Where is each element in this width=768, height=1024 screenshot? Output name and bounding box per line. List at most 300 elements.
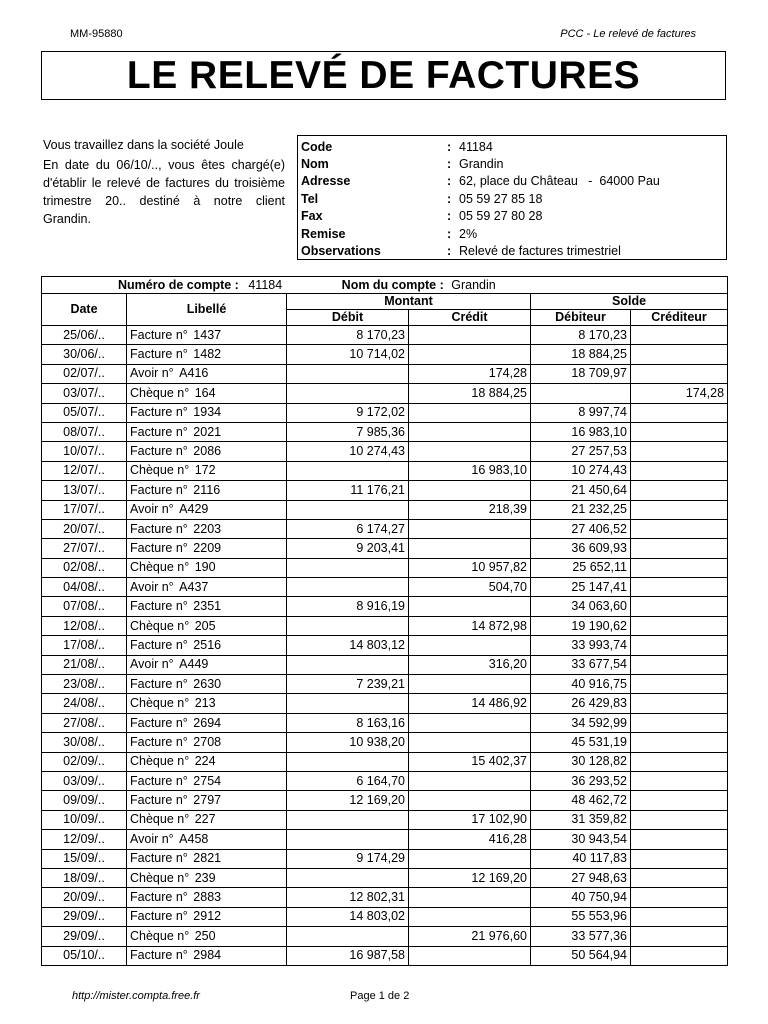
cell-libelle-number: 2021 <box>193 424 222 439</box>
cell-libelle <box>127 830 287 849</box>
ledger-body <box>42 326 728 966</box>
cell-debit: 10 938,20 <box>287 733 409 752</box>
cell-credit: 416,28 <box>409 830 531 849</box>
client-info-label: Adresse <box>301 174 351 189</box>
cell-crediteur <box>631 364 728 383</box>
footer-page-number: Page 1 de 2 <box>350 990 410 1002</box>
cell-crediteur <box>631 946 728 965</box>
client-info-colon: : <box>447 209 452 224</box>
cell-credit: 316,20 <box>409 655 531 674</box>
cell-libelle-number: 190 <box>194 560 216 575</box>
intro-paragraph-1: Vous travaillez dans la société Joule <box>43 138 244 152</box>
cell-debiteur: 30 943,54 <box>531 830 631 849</box>
cell-credit: 15 402,37 <box>409 752 531 771</box>
cell-debiteur: 16 983,10 <box>531 422 631 441</box>
cell-credit: 14 486,92 <box>409 694 531 713</box>
cell-libelle-type: Chèque n° <box>130 385 190 400</box>
column-header-credit: Crédit <box>409 310 531 326</box>
cell-libelle-type: Facture n° <box>130 637 188 652</box>
cell-debiteur: 31 359,82 <box>531 810 631 829</box>
cell-crediteur <box>631 733 728 752</box>
cell-date: 23/08/.. <box>42 675 127 694</box>
cell-credit <box>409 597 531 616</box>
table-row <box>42 907 728 926</box>
cell-libelle-type: Avoir n° <box>130 831 174 846</box>
client-info-label: Nom <box>301 157 329 172</box>
cell-libelle-type: Chèque n° <box>130 463 190 478</box>
cell-libelle-number: 224 <box>194 754 216 769</box>
cell-libelle-type: Facture n° <box>130 599 188 614</box>
cell-credit <box>409 422 531 441</box>
client-info-row <box>301 190 726 207</box>
cell-libelle <box>127 500 287 519</box>
cell-libelle <box>127 558 287 577</box>
cell-libelle-number: 2116 <box>193 482 221 497</box>
cell-libelle <box>127 539 287 558</box>
cell-libelle-number: 227 <box>194 812 216 827</box>
client-info-row <box>301 242 726 259</box>
cell-date: 21/08/.. <box>42 655 127 674</box>
cell-libelle <box>127 752 287 771</box>
cell-debit: 7 985,36 <box>287 422 409 441</box>
cell-date: 15/09/.. <box>42 849 127 868</box>
cell-libelle-type: Chèque n° <box>130 812 190 827</box>
cell-libelle-type: Avoir n° <box>130 366 174 381</box>
cell-libelle <box>127 791 287 810</box>
title-box <box>41 51 726 100</box>
cell-debiteur: 10 274,43 <box>531 461 631 480</box>
cell-debiteur: 25 652,11 <box>531 558 631 577</box>
client-info-label: Tel <box>301 191 319 206</box>
table-row <box>42 810 728 829</box>
client-info-colon: : <box>447 157 452 172</box>
footer-url[interactable]: http://mister.compta.free.fr <box>72 990 200 1002</box>
cell-credit <box>409 481 531 500</box>
cell-libelle <box>127 771 287 790</box>
cell-libelle <box>127 810 287 829</box>
account-number-value: 41184 <box>248 277 283 292</box>
cell-libelle-number: A437 <box>179 579 209 594</box>
cell-credit <box>409 713 531 732</box>
cell-libelle <box>127 481 287 500</box>
cell-libelle-number: A429 <box>179 502 209 517</box>
column-header-libelle: Libellé <box>127 294 287 326</box>
cell-debit: 8 163,16 <box>287 713 409 732</box>
cell-libelle-type: Chèque n° <box>130 696 190 711</box>
column-header-debiteur: Débiteur <box>531 310 631 326</box>
table-row <box>42 675 728 694</box>
table-row <box>42 519 728 538</box>
document-header-title: PCC - Le relevé de factures <box>560 28 696 40</box>
cell-credit <box>409 771 531 790</box>
cell-libelle-number: 1934 <box>193 405 222 420</box>
cell-crediteur <box>631 578 728 597</box>
cell-credit: 174,28 <box>409 364 531 383</box>
cell-libelle <box>127 927 287 946</box>
client-info-label: Fax <box>301 209 323 224</box>
cell-libelle-number: 213 <box>194 696 216 711</box>
cell-crediteur <box>631 558 728 577</box>
cell-libelle-type: Facture n° <box>130 734 188 749</box>
cell-debiteur: 8 997,74 <box>531 403 631 422</box>
cell-libelle-number: 239 <box>194 870 216 885</box>
cell-credit <box>409 519 531 538</box>
cell-crediteur <box>631 326 728 345</box>
cell-libelle <box>127 655 287 674</box>
cell-libelle <box>127 578 287 597</box>
client-info-colon: : <box>447 244 452 259</box>
cell-libelle-number: 2821 <box>193 851 222 866</box>
cell-libelle-type: Chèque n° <box>130 618 190 633</box>
column-header-debit: Débit <box>287 310 409 326</box>
cell-libelle-number: 250 <box>194 928 216 943</box>
client-info-value: Grandin <box>459 157 504 172</box>
cell-libelle <box>127 422 287 441</box>
table-row <box>42 616 728 635</box>
cell-debiteur: 27 406,52 <box>531 519 631 538</box>
cell-crediteur <box>631 927 728 946</box>
table-row <box>42 636 728 655</box>
cell-libelle <box>127 675 287 694</box>
cell-debiteur: 21 450,64 <box>531 481 631 500</box>
cell-credit: 504,70 <box>409 578 531 597</box>
cell-debit <box>287 810 409 829</box>
table-row <box>42 752 728 771</box>
cell-debiteur: 40 916,75 <box>531 675 631 694</box>
cell-debiteur: 40 750,94 <box>531 888 631 907</box>
client-info-label: Observations <box>301 244 381 259</box>
cell-debit <box>287 830 409 849</box>
cell-libelle <box>127 888 287 907</box>
cell-crediteur <box>631 539 728 558</box>
cell-libelle-type: Facture n° <box>130 948 188 963</box>
cell-credit: 14 872,98 <box>409 616 531 635</box>
cell-libelle <box>127 713 287 732</box>
cell-libelle-number: 2912 <box>193 909 222 924</box>
intro-text <box>43 136 285 230</box>
cell-libelle <box>127 733 287 752</box>
document-reference: MM-95880 <box>70 28 123 40</box>
table-row <box>42 597 728 616</box>
cell-libelle-type: Facture n° <box>130 347 188 362</box>
table-row <box>42 655 728 674</box>
cell-debiteur: 33 577,36 <box>531 927 631 946</box>
cell-debiteur <box>531 384 631 403</box>
client-info-row <box>301 225 726 242</box>
cell-crediteur <box>631 655 728 674</box>
cell-debit: 6 174,27 <box>287 519 409 538</box>
client-info-row <box>301 208 726 225</box>
cell-libelle-type: Facture n° <box>130 405 188 420</box>
cell-debiteur: 34 063,60 <box>531 597 631 616</box>
cell-debit: 16 987,58 <box>287 946 409 965</box>
table-row <box>42 713 728 732</box>
cell-credit <box>409 946 531 965</box>
ledger-table <box>41 276 728 966</box>
cell-debit <box>287 655 409 674</box>
cell-libelle-number: 1437 <box>193 327 222 342</box>
cell-credit <box>409 442 531 461</box>
cell-libelle-number: 164 <box>194 385 216 400</box>
cell-libelle-number: 1482 <box>193 347 222 362</box>
cell-libelle-number: 2203 <box>193 521 222 536</box>
cell-libelle-type: Facture n° <box>130 715 188 730</box>
cell-crediteur <box>631 461 728 480</box>
cell-crediteur <box>631 694 728 713</box>
cell-libelle-number: A458 <box>179 831 209 846</box>
client-info-label: Code <box>301 139 333 154</box>
cell-date: 12/09/.. <box>42 830 127 849</box>
column-header-montant: Montant <box>287 294 531 310</box>
cell-libelle <box>127 636 287 655</box>
cell-libelle-number: 2754 <box>193 773 222 788</box>
cell-crediteur <box>631 403 728 422</box>
table-row <box>42 422 728 441</box>
cell-credit <box>409 326 531 345</box>
cell-debit <box>287 927 409 946</box>
cell-debiteur: 36 609,93 <box>531 539 631 558</box>
account-name-label: Nom du compte : <box>341 277 444 292</box>
cell-debit <box>287 461 409 480</box>
cell-libelle-type: Facture n° <box>130 521 188 536</box>
cell-credit <box>409 849 531 868</box>
cell-debiteur: 33 993,74 <box>531 636 631 655</box>
cell-date: 04/08/.. <box>42 578 127 597</box>
cell-libelle-type: Avoir n° <box>130 579 174 594</box>
cell-libelle-number: A416 <box>179 366 209 381</box>
table-row <box>42 364 728 383</box>
cell-date: 02/09/.. <box>42 752 127 771</box>
client-info-row <box>301 138 726 155</box>
cell-date: 27/08/.. <box>42 713 127 732</box>
cell-debiteur: 55 553,96 <box>531 907 631 926</box>
cell-credit <box>409 403 531 422</box>
client-info-value: 05 59 27 85 18 <box>459 191 543 206</box>
cell-libelle-number: 2883 <box>193 890 222 905</box>
table-row <box>42 481 728 500</box>
cell-libelle <box>127 849 287 868</box>
cell-libelle <box>127 868 287 887</box>
cell-crediteur <box>631 481 728 500</box>
cell-date: 20/09/.. <box>42 888 127 907</box>
cell-libelle-type: Avoir n° <box>130 657 174 672</box>
cell-libelle-number: 2694 <box>193 715 222 730</box>
cell-debit: 7 239,21 <box>287 675 409 694</box>
cell-crediteur <box>631 771 728 790</box>
cell-crediteur <box>631 345 728 364</box>
cell-debiteur: 48 462,72 <box>531 791 631 810</box>
cell-debiteur: 18 709,97 <box>531 364 631 383</box>
client-info-box <box>297 135 727 260</box>
cell-libelle <box>127 694 287 713</box>
table-row <box>42 946 728 965</box>
cell-credit: 12 169,20 <box>409 868 531 887</box>
cell-debiteur: 26 429,83 <box>531 694 631 713</box>
cell-libelle-type: Facture n° <box>130 676 188 691</box>
account-row <box>42 277 728 294</box>
cell-credit <box>409 888 531 907</box>
cell-date: 24/08/.. <box>42 694 127 713</box>
cell-credit <box>409 791 531 810</box>
cell-libelle-type: Facture n° <box>130 909 188 924</box>
cell-libelle <box>127 616 287 635</box>
table-row <box>42 849 728 868</box>
cell-debit: 10 274,43 <box>287 442 409 461</box>
cell-libelle-number: 2984 <box>193 948 222 963</box>
account-number-label: Numéro de compte : <box>118 277 239 292</box>
cell-debit: 9 172,02 <box>287 403 409 422</box>
table-row <box>42 345 728 364</box>
table-row <box>42 578 728 597</box>
cell-libelle-type: Facture n° <box>130 851 188 866</box>
client-info-colon: : <box>447 191 452 206</box>
cell-date: 05/07/.. <box>42 403 127 422</box>
cell-credit <box>409 733 531 752</box>
cell-date: 12/07/.. <box>42 461 127 480</box>
cell-libelle-number: 2351 <box>193 599 222 614</box>
cell-crediteur <box>631 519 728 538</box>
cell-libelle-number: 2086 <box>193 444 222 459</box>
cell-debit <box>287 364 409 383</box>
cell-debit: 8 916,19 <box>287 597 409 616</box>
cell-libelle-type: Facture n° <box>130 444 188 459</box>
client-info-value: 62, place du Château - 64000 Pau <box>459 174 660 189</box>
cell-libelle <box>127 384 287 403</box>
cell-debit: 12 802,31 <box>287 888 409 907</box>
table-row <box>42 461 728 480</box>
client-info-row <box>301 173 726 190</box>
cell-crediteur <box>631 422 728 441</box>
cell-debiteur: 8 170,23 <box>531 326 631 345</box>
cell-date: 27/07/.. <box>42 539 127 558</box>
client-info-value: 2% <box>459 226 478 241</box>
cell-libelle <box>127 907 287 926</box>
cell-crediteur <box>631 830 728 849</box>
cell-date: 29/09/.. <box>42 927 127 946</box>
cell-libelle <box>127 461 287 480</box>
cell-libelle <box>127 403 287 422</box>
cell-date: 02/07/.. <box>42 364 127 383</box>
cell-libelle-type: Chèque n° <box>130 928 190 943</box>
cell-crediteur <box>631 442 728 461</box>
cell-libelle-type: Chèque n° <box>130 754 190 769</box>
client-info-colon: : <box>447 226 452 241</box>
cell-date: 29/09/.. <box>42 907 127 926</box>
cell-credit <box>409 539 531 558</box>
cell-debiteur: 45 531,19 <box>531 733 631 752</box>
cell-debit <box>287 384 409 403</box>
cell-libelle-type: Facture n° <box>130 890 188 905</box>
cell-debiteur: 50 564,94 <box>531 946 631 965</box>
cell-date: 12/08/.. <box>42 616 127 635</box>
column-header-crediteur: Créditeur <box>631 310 728 326</box>
cell-crediteur <box>631 752 728 771</box>
cell-credit: 10 957,82 <box>409 558 531 577</box>
cell-libelle <box>127 442 287 461</box>
cell-libelle <box>127 326 287 345</box>
cell-libelle-type: Facture n° <box>130 793 188 808</box>
cell-libelle-type: Chèque n° <box>130 870 190 885</box>
cell-date: 09/09/.. <box>42 791 127 810</box>
cell-date: 30/08/.. <box>42 733 127 752</box>
account-name-value: Grandin <box>451 277 496 292</box>
cell-credit: 18 884,25 <box>409 384 531 403</box>
cell-debit <box>287 694 409 713</box>
cell-crediteur <box>631 810 728 829</box>
cell-debit <box>287 868 409 887</box>
table-row <box>42 500 728 519</box>
client-info-row <box>301 155 726 172</box>
cell-date: 17/08/.. <box>42 636 127 655</box>
client-info-value: 05 59 27 80 28 <box>459 209 543 224</box>
cell-libelle-type: Facture n° <box>130 773 188 788</box>
table-row <box>42 326 728 345</box>
table-row <box>42 771 728 790</box>
table-row <box>42 888 728 907</box>
cell-debit: 10 714,02 <box>287 345 409 364</box>
cell-date: 18/09/.. <box>42 868 127 887</box>
cell-crediteur <box>631 868 728 887</box>
cell-debit: 8 170,23 <box>287 326 409 345</box>
table-row <box>42 442 728 461</box>
client-info-value: 41184 <box>459 139 493 154</box>
page-title: LE RELEVÉ DE FACTURES <box>126 53 641 97</box>
cell-debit: 9 203,41 <box>287 539 409 558</box>
cell-libelle-number: 2209 <box>193 540 222 555</box>
cell-debiteur: 40 117,83 <box>531 849 631 868</box>
cell-debit: 14 803,02 <box>287 907 409 926</box>
cell-date: 13/07/.. <box>42 481 127 500</box>
cell-libelle <box>127 946 287 965</box>
cell-date: 20/07/.. <box>42 519 127 538</box>
cell-date: 08/07/.. <box>42 422 127 441</box>
cell-libelle <box>127 597 287 616</box>
table-row <box>42 927 728 946</box>
cell-date: 03/07/.. <box>42 384 127 403</box>
cell-debiteur: 21 232,25 <box>531 500 631 519</box>
table-row <box>42 539 728 558</box>
cell-crediteur <box>631 597 728 616</box>
cell-libelle-number: A449 <box>179 657 209 672</box>
cell-crediteur <box>631 675 728 694</box>
cell-date: 17/07/.. <box>42 500 127 519</box>
cell-crediteur <box>631 888 728 907</box>
cell-date: 07/08/.. <box>42 597 127 616</box>
cell-debiteur: 25 147,41 <box>531 578 631 597</box>
client-info-label: Remise <box>301 226 346 241</box>
intro-paragraph-2: En date du 06/10/.., vous êtes chargé(e) d'établir le relevé de factures du troisième trimestre 20.. destiné à notre client Grandin. <box>43 158 285 226</box>
cell-credit <box>409 636 531 655</box>
table-row <box>42 733 728 752</box>
cell-debit: 6 164,70 <box>287 771 409 790</box>
table-row <box>42 403 728 422</box>
cell-credit <box>409 675 531 694</box>
cell-libelle-number: 205 <box>194 618 216 633</box>
cell-credit <box>409 345 531 364</box>
cell-libelle-type: Avoir n° <box>130 502 174 517</box>
cell-crediteur <box>631 849 728 868</box>
cell-debit: 9 174,29 <box>287 849 409 868</box>
cell-credit: 17 102,90 <box>409 810 531 829</box>
cell-debit <box>287 578 409 597</box>
cell-libelle <box>127 364 287 383</box>
cell-debiteur: 27 257,53 <box>531 442 631 461</box>
cell-crediteur <box>631 500 728 519</box>
table-row <box>42 791 728 810</box>
client-info-colon: : <box>447 174 452 189</box>
cell-crediteur <box>631 713 728 732</box>
cell-debiteur: 33 677,54 <box>531 655 631 674</box>
